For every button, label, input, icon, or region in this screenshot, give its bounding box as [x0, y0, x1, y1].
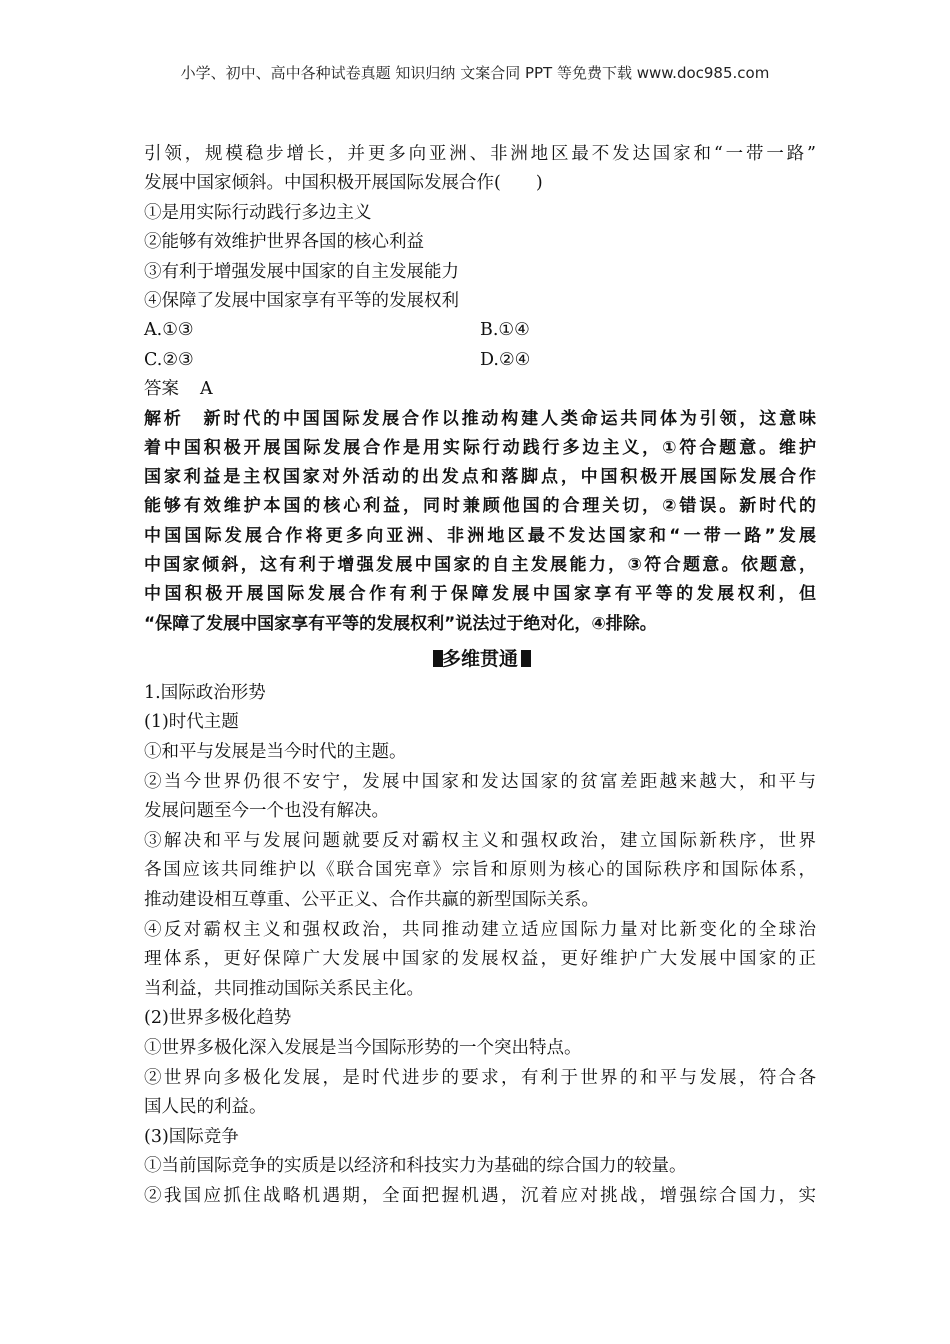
section-bar-left [433, 650, 439, 667]
question-stem-line: 引领，规模稳步增长，并更多向亚洲、非洲地区最不发达国家和“一带一路” [144, 144, 816, 164]
option-c: C.②③ [144, 349, 194, 370]
option-a: A.①③ [144, 320, 194, 341]
analysis-line: 国家利益是主权国家对外活动的出发点和落脚点，中国积极开展国际发展合作 [144, 467, 816, 488]
answer-line [144, 375, 816, 404]
heading: 1.国际政治形势 [144, 682, 266, 703]
knowledge-line: ①当前国际竞争的实质是以经济和科技实力为基础的综合国力的较量。 [144, 1156, 687, 1177]
statement: ②能够有效维护世界各国的核心利益 [144, 232, 424, 253]
options-row [144, 316, 816, 345]
subheading: (3)国际竞争 [144, 1126, 239, 1147]
knowledge-line: ②当今世界仍很不安宁，发展中国家和发达国家的贫富差距越来越大，和平与 [144, 771, 816, 792]
statement: ①是用实际行动践行多边主义 [144, 202, 372, 223]
analysis-line: 解析 新时代的中国国际发展合作以推动构建人类命运共同体为引领，这意味 [144, 408, 816, 429]
page-header: 小学、初中、高中各种试卷真题 知识归纳 文案合同 PPT 等免费下载 www.doc985.com [180, 64, 770, 82]
analysis-line: 能够有效维护本国的核心利益，同时兼顾他国的合理关切，②错误。新时代的 [144, 496, 816, 517]
knowledge-line: ②我国应抓住战略机遇期，全面把握机遇，沉着应对挑战，增强综合国力，实 [144, 1185, 816, 1206]
knowledge-line: 当利益，共同推动国际关系民主化。 [144, 978, 424, 999]
answer-value: A [200, 379, 213, 400]
section-title [144, 641, 816, 677]
subheading: (2)世界多极化趋势 [144, 1008, 292, 1029]
analysis-line: 中国积极开展国际发展合作有利于保障发展中国家享有平等的发展权利，但 [144, 584, 816, 605]
knowledge-line: ④反对霸权主义和强权政治，共同推动建立适应国际力量对比新变化的全球治 [144, 919, 816, 940]
knowledge-line: 国人民的利益。 [144, 1097, 267, 1118]
analysis-block [144, 405, 816, 639]
analysis-line: 着中国积极开展国际发展合作是用实际行动践行多边主义，①符合题意。维护 [144, 437, 816, 458]
options-row [144, 346, 816, 375]
option-d: D.②④ [480, 349, 531, 370]
document-body [144, 140, 816, 1212]
statement: ③有利于增强发展中国家的自主发展能力 [144, 261, 459, 282]
knowledge-line: ①世界多极化深入发展是当今国际形势的一个突出特点。 [144, 1038, 582, 1059]
statement: ④保障了发展中国家享有平等的发展权利 [144, 290, 459, 311]
knowledge-block [144, 679, 816, 1212]
analysis-line: 中国家倾斜，这有利于增强发展中国家的自主发展能力，③符合题意。依题意， [144, 555, 816, 575]
section-title-text: 多维贯通 [441, 647, 518, 670]
section-bar-right [521, 650, 527, 667]
knowledge-line: 发展问题至今一个也没有解决。 [144, 801, 389, 822]
knowledge-line: ②世界向多极化发展，是时代进步的要求，有利于世界的和平与发展，符合各 [144, 1067, 816, 1088]
option-b: B.①④ [480, 320, 530, 341]
subheading: (1)时代主题 [144, 712, 239, 733]
knowledge-line: 理体系，更好保障广大发展中国家的发展权益，更好维护广大发展中国家的正 [144, 949, 816, 970]
knowledge-line: 各国应该共同维护以《联合国宪章》宗旨和原则为核心的国际秩序和国际体系， [144, 860, 816, 881]
question-stem-line: 发展中国家倾斜。中国积极开展国际发展合作( ) [144, 173, 543, 194]
answer-label: 答案 [144, 379, 179, 400]
analysis-line: 中国国际发展合作将更多向亚洲、非洲地区最不发达国家和“一带一路”发展 [144, 525, 816, 546]
analysis-line: “保障了发展中国家享有平等的发展权利”说法过于绝对化，④排除。 [144, 613, 657, 634]
knowledge-line: ①和平与发展是当今时代的主题。 [144, 742, 407, 763]
knowledge-line: 推动建设相互尊重、公平正义、合作共赢的新型国际关系。 [144, 890, 599, 911]
knowledge-line: ③解决和平与发展问题就要反对霸权主义和强权政治，建立国际新秩序，世界 [144, 830, 816, 851]
